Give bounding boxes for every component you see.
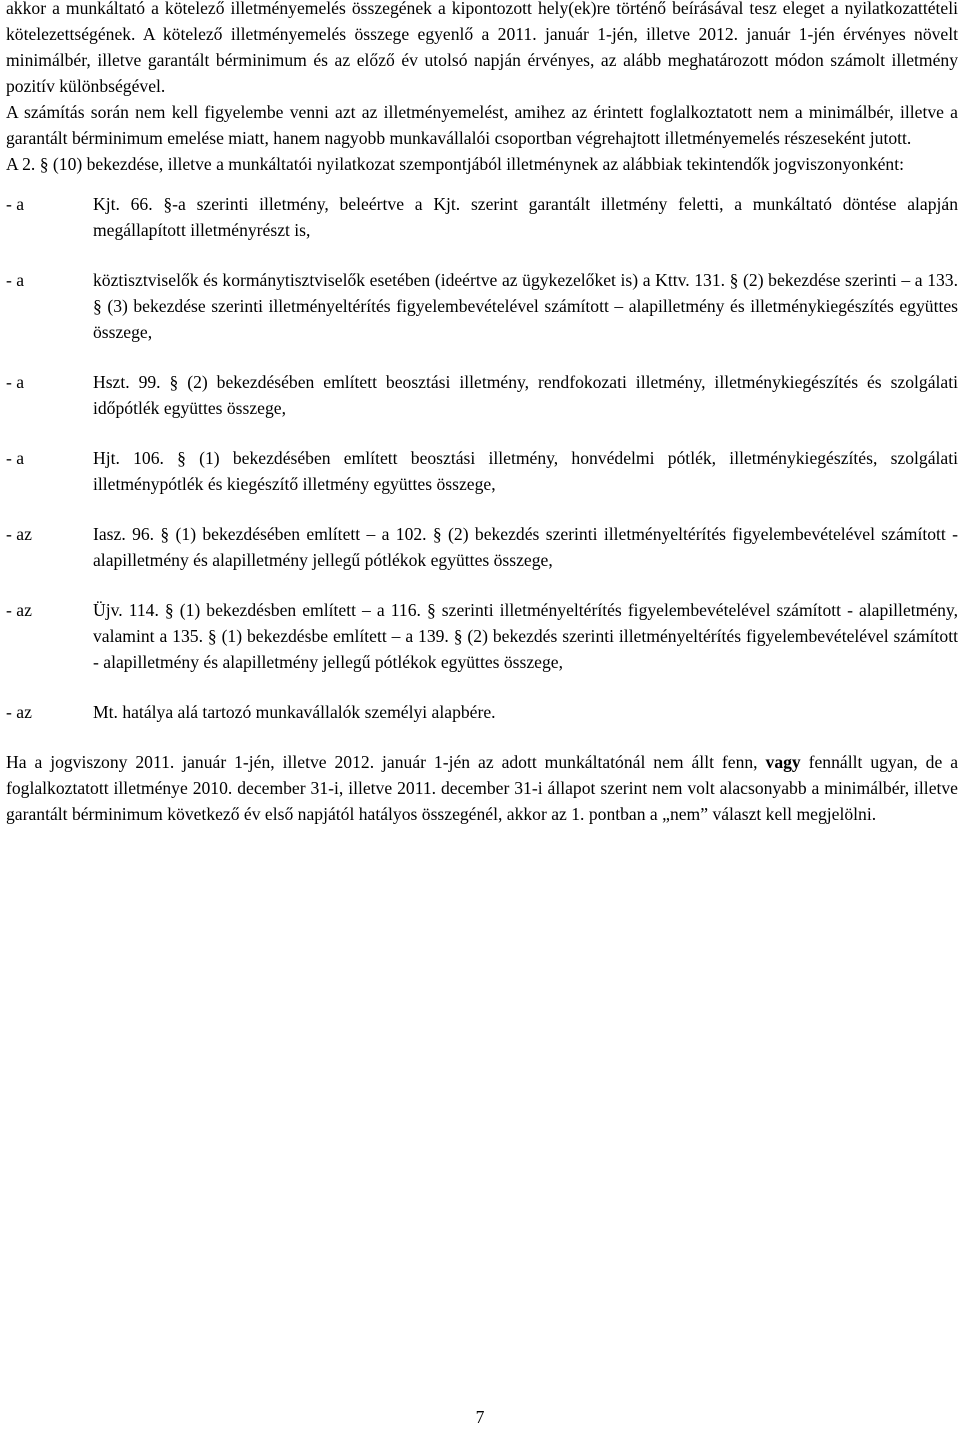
- list-item-dash: - az: [6, 524, 32, 544]
- spacer: [6, 345, 958, 369]
- list-item: [6, 597, 958, 675]
- list-item-dash: - a: [6, 372, 25, 392]
- spacer: [6, 421, 958, 445]
- closing-text-end: fennállt ugyan, de a foglalkoztatott illetménye 2010. december 31-i, illetve 2011. december 31-i állapot szerint nem volt alacsonyabb a minimálbér, illetve garantált bérminimum következő év első napjától hatályos összegénél, akkor az 1. pontban a „nem” választ kell megjelölni.: [6, 752, 958, 824]
- spacer: [6, 177, 958, 191]
- closing-emphasis: vagy: [765, 752, 801, 772]
- spacer: [6, 243, 958, 267]
- list-item-text: Hszt. 99. § (2) bekezdésében említett beosztási illetmény, rendfokozati illetmény, illetménykiegészítés és szolgálati időpótlék együttes összege,: [93, 372, 958, 418]
- list-item-dash: - az: [6, 702, 32, 722]
- list-item-text: Mt. hatálya alá tartozó munkavállalók személyi alapbére.: [93, 702, 496, 722]
- spacer: [6, 573, 958, 597]
- spacer: [6, 725, 958, 749]
- list-item-text: Hjt. 106. § (1) bekezdésében említett beosztási illetmény, honvédelmi pótlék, illetménykiegészítés, szolgálati illetménypótlék és kiegészítő illetmény együttes összege,: [93, 448, 958, 494]
- list-item-text: Kjt. 66. §-a szerinti illetmény, beleértve a Kjt. szerint garantált illetmény feletti, a munkáltató döntése alapján megállapított illetményrészt is,: [93, 194, 958, 240]
- closing-text-start: Ha a jogviszony 2011. január 1-jén, illetve 2012. január 1-jén az adott munkáltatónál nem állt fenn,: [6, 752, 766, 772]
- list-item: [6, 699, 958, 725]
- spacer: [6, 675, 958, 699]
- list-item: [6, 445, 958, 497]
- definition-intro: A 2. § (10) bekezdése, illetve a munkáltatói nyilatkozat szempontjából illetménynek az alábbiak tekintendők jogviszonyonként:: [6, 154, 905, 174]
- spacer: [6, 497, 958, 521]
- list-item: [6, 267, 958, 345]
- page-number: 7: [475, 1407, 485, 1427]
- list-item-text: Üjv. 114. § (1) bekezdésben említett – a 116. § szerinti illetményeltérítés figyelembevételével számított - alapilletmény, valamint a 135. § (1) bekezdésbe említett – a 139. § (2) bekezdés szerinti illetményeltérítés figyelembevételével számított - alapilletmény és alapilletmény jellegű pótlékok együttes összege,: [93, 600, 958, 672]
- list-item-text: köztisztviselők és kormánytisztviselők esetében (ideértve az ügykezelőket is) a Kttv. 131. § (2) bekezdése szerinti – a 133. § (3) bekezdése szerinti illetményeltérítés figyelembevételével számított – alapilletmény és illetménykiegészítés együttes összege,: [93, 270, 958, 342]
- list-item-dash: - a: [6, 448, 25, 468]
- list-item: [6, 191, 958, 243]
- list-item-dash: - a: [6, 270, 25, 290]
- exclusion-paragraph: A számítás során nem kell figyelembe venni azt az illetményemelést, amihez az érintett foglalkoztatott nem a minimálbér, illetve a garantált bérminimum emelése miatt, hanem nagyobb munkavállalói csoportban végrehajtott illetményemelés részeseként jutott.: [6, 102, 958, 148]
- list-item: [6, 369, 958, 421]
- closing-paragraph: [6, 749, 958, 827]
- list-item-text: Iasz. 96. § (1) bekezdésében említett – a 102. § (2) bekezdés szerinti illetményeltérítés figyelembevételével számított - alapilletmény és alapilletmény jellegű pótlékok együttes összege,: [93, 524, 958, 570]
- list-item-dash: - a: [6, 194, 25, 214]
- list-item: [6, 521, 958, 573]
- document-page: [6, 0, 958, 827]
- intro-paragraph: akkor a munkáltató a kötelező illetményemelés összegének a kipontozott hely(ek)re történő beírásával tesz eleget a nyilatkozattételi kötelezettségének. A kötelező illetményemelés összege egyenlő a 2011. január 1-jén, illetve 2012. január 1-jén érvényes növelt minimálbér, illetve garantált bérminimum és az előző év utolsó napján érvényes, az alább meghatározott módon számolt illetmény pozitív különbségével.: [6, 0, 958, 96]
- list-item-dash: - az: [6, 600, 32, 620]
